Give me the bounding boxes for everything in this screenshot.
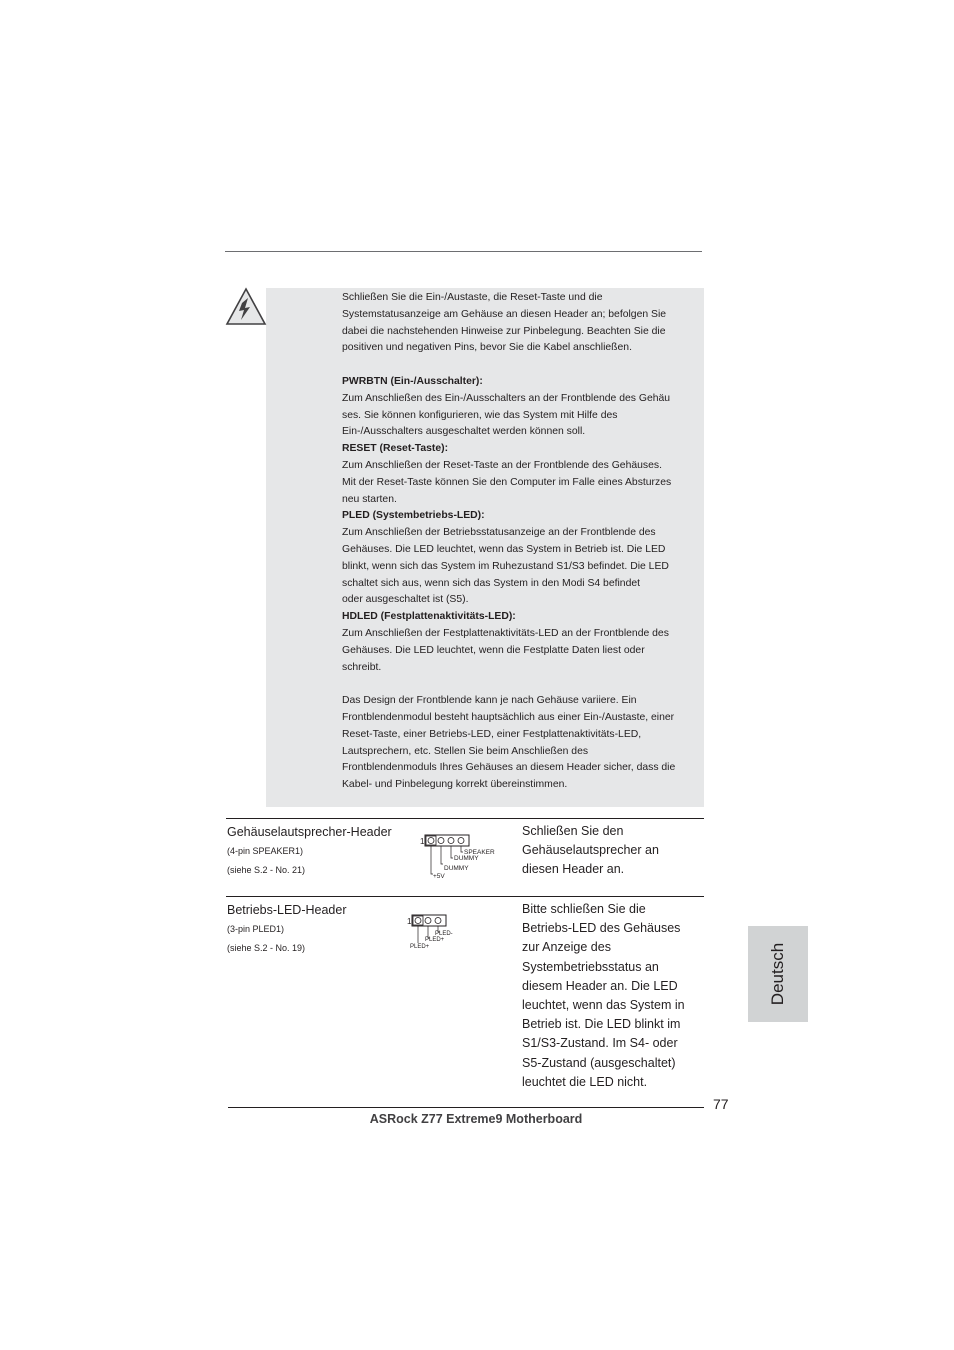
pled-header-ref: (siehe S.2 - No. 19) <box>227 943 306 953</box>
speaker-description <box>522 822 702 880</box>
section-rule <box>226 818 704 819</box>
desc-line: S5-Zustand (ausgeschaltet) <box>522 1055 676 1070</box>
hdled-line: Zum Anschließen der Festplattenaktivitäts-LED an der Frontblende des <box>342 627 669 639</box>
pled-header-pin: (3-pin PLED1) <box>227 924 285 934</box>
note-intro-line: positiven und negativen Pins, bevor Sie die Kabel anschließen. <box>342 342 632 354</box>
pwrbtn-heading: PWRBTN (Ein-/Ausschalter): <box>342 375 483 387</box>
pled-line: Gehäuses. Die LED leuchtet, wenn das System in Betrieb ist. Die LED <box>342 543 666 555</box>
reset-line: Mit der Reset-Taste können Sie den Computer im Falle eines Absturzes <box>342 476 672 488</box>
desc-line: leuchtet die LED nicht. <box>522 1074 648 1089</box>
speaker-header-title: Gehäuselautsprecher-Header <box>227 825 392 839</box>
design-line: Kabel- und Pinbelegung korrekt übereinstimmen. <box>342 779 568 791</box>
pin1-marker: 1 <box>420 837 425 846</box>
desc-line: Bitte schließen Sie die <box>522 902 646 916</box>
hdled-heading: HDLED (Festplattenaktivitäts-LED): <box>342 611 516 623</box>
pled-line: schaltet sich aus, wenn sich das System in den Modi S4 befindet <box>342 577 641 589</box>
note-intro-line: Systemstatusanzeige am Gehäuse an diesen Header an; befolgen Sie <box>342 308 667 320</box>
desc-line: Betriebs-LED des Gehäuses <box>522 921 681 936</box>
language-tab-label: Deutsch <box>768 942 787 1006</box>
design-line: Reset-Taste, einer Betriebs-LED, einer Festplattenaktivitäts-LED, <box>342 728 642 740</box>
desc-line: S1/S3-Zustand. Im S4- oder <box>522 1036 678 1051</box>
pin-label: DUMMY <box>454 855 479 862</box>
design-line: Lautsprechern, etc. Stellen Sie beim Anschließen des <box>342 745 589 757</box>
reset-line: neu starten. <box>342 493 397 505</box>
note-text <box>342 290 704 794</box>
pled-line: blinkt, wenn sich das System im Ruhezustand S1/S3 befindet. Die LED <box>342 560 669 572</box>
pin-label: +5V <box>433 873 445 880</box>
desc-line: leuchtet, wenn das System in <box>522 998 685 1013</box>
pled-line: oder ausgeschaltet ist (S5). <box>342 594 469 606</box>
language-tab <box>748 926 808 1022</box>
desc-line: diesem Header an. Die LED <box>522 978 678 993</box>
pled-line: Zum Anschließen der Betriebsstatusanzeige an der Frontblende des <box>342 527 656 539</box>
design-line: Frontblendenmoduls Ihres Gehäuses an diesem Header sicher, dass die <box>342 762 676 774</box>
note-intro-line: Schließen Sie die Ein-/Austaste, die Reset-Taste und die <box>342 292 603 303</box>
reset-heading: RESET (Reset-Taste): <box>342 443 449 455</box>
pin-label: PLED- <box>435 931 453 937</box>
pled-pin-diagram <box>405 910 467 952</box>
pin-label: PLED+ <box>425 937 445 943</box>
hdled-line: Gehäuses. Die LED leuchtet, wenn die Festplatte Daten liest oder <box>342 644 645 656</box>
top-rule <box>225 251 702 252</box>
speaker-header-pin: (4-pin SPEAKER1) <box>227 846 304 856</box>
section-rule <box>226 896 704 897</box>
desc-line: zur Anzeige des <box>522 940 611 955</box>
desc-line: diesen Header an. <box>522 862 625 877</box>
warning-lightning-icon <box>225 287 267 327</box>
pled-description <box>522 900 702 1092</box>
desc-line: Betrieb ist. Die LED blinkt im <box>522 1017 681 1032</box>
pwrbtn-line: Zum Anschließen des Ein-/Ausschalters an der Frontblende des Gehäu <box>342 392 671 404</box>
pwrbtn-line: ses. Sie können konfigurieren, wie das System mit Hilfe des <box>342 409 618 421</box>
hdled-line: schreibt. <box>342 661 382 673</box>
pled-header-title: Betriebs-LED-Header <box>227 903 347 917</box>
pin-label: PLED+ <box>410 944 430 950</box>
reset-line: Zum Anschließen der Reset-Taste an der Frontblende des Gehäuses. <box>342 459 662 471</box>
pled-heading: PLED (Systembetriebs-LED): <box>342 510 485 522</box>
design-line: Das Design der Frontblende kann je nach Gehäuse variiere. Ein <box>342 695 637 707</box>
pin1-marker: 1 <box>407 917 412 926</box>
speaker-pin-diagram <box>418 830 500 882</box>
speaker-header-ref: (siehe S.2 - No. 21) <box>227 865 306 875</box>
desc-line: Schließen Sie den <box>522 824 624 838</box>
desc-line: Gehäuselautsprecher an <box>522 843 659 858</box>
footer-title: ASRock Z77 Extreme9 Motherboard <box>369 1112 583 1126</box>
pin-label: SPEAKER <box>464 849 495 856</box>
pwrbtn-line: Ein-/Ausschalters ausgeschaltet werden können soll. <box>342 426 586 438</box>
pin-label: DUMMY <box>444 865 469 872</box>
page-number: 77 <box>713 1096 729 1112</box>
note-intro-line: dabei die nachstehenden Hinweise zur Pinbelegung. Beachten Sie die <box>342 325 666 337</box>
desc-line: Systembetriebsstatus an <box>522 959 659 974</box>
footer-rule <box>228 1107 704 1108</box>
design-line: Frontblendenmodul besteht hauptsächlich aus einer Ein-/Austaste, einer <box>342 711 675 723</box>
